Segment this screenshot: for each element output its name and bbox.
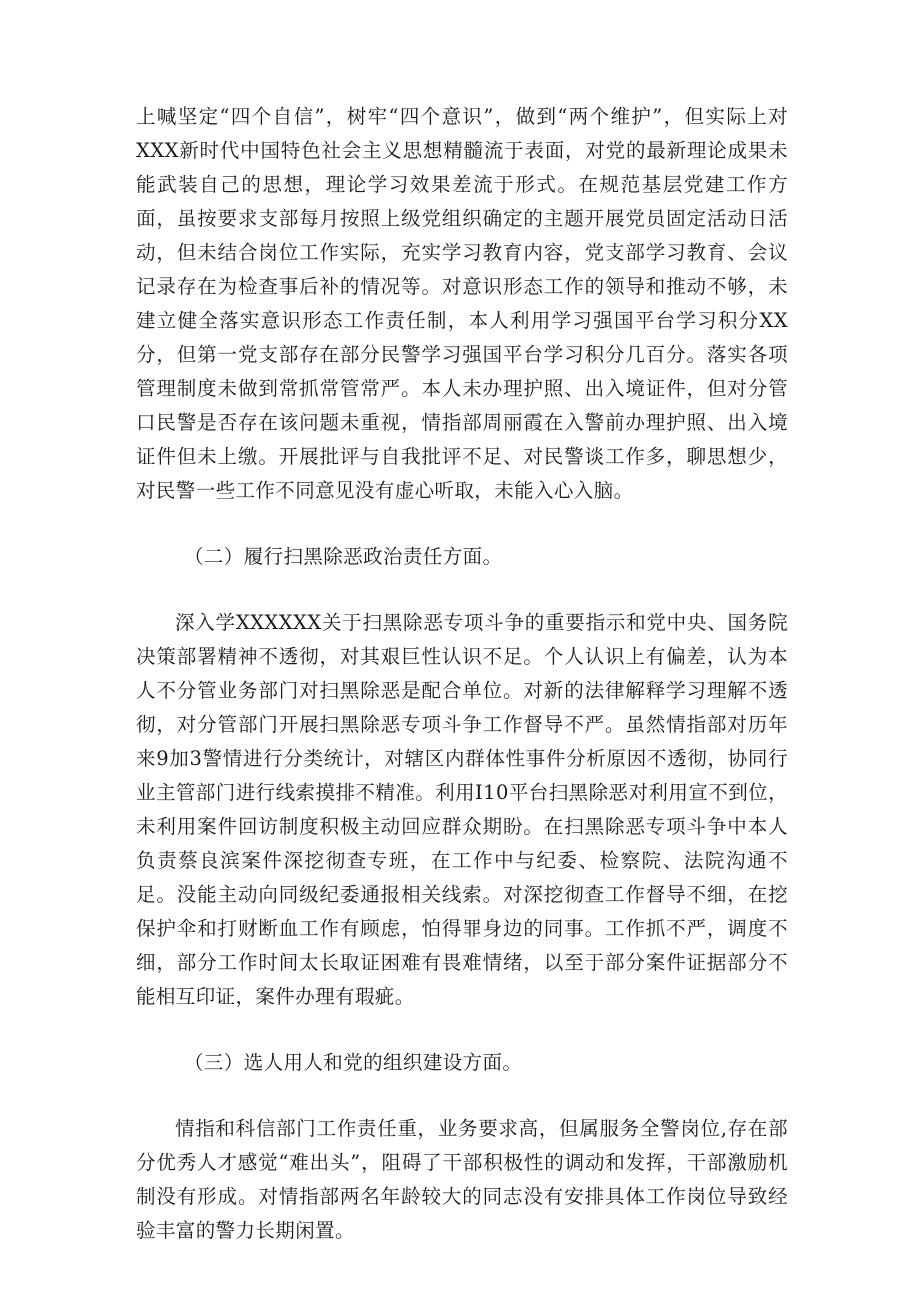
paragraph-spacer bbox=[136, 1014, 788, 1046]
body-paragraph: 上喊坚定“四个自信”，树牢“四个意识”，做到“两个维护”，但实际上对XXX新时代中国特色社会主义思想精髓流于表面，对党的最新理论成果未能武装自己的思想，理论学习效果差流于形式。在规范基层党建工作方面，虽按要求支部每月按照上级党组织确定的主题开展党员固定活动日活动，但未结合岗位工作实际，充实学习教育内容，党支部学习教育、会议记录存在为检查事后补的情况等。对意识形态工作的领导和推动不够，未建立健全落实意识形态工作责任制，本人利用学习强国平台学习积分XX分，但第一党支部存在部分民警学习强国平台学习积分几百分。落实各项管理制度未做到常抓常管常严。本人未办理护照、出入境证件，但对分管口民警是否存在该问题未重视，情指部周丽霞在入警前办理护照、出入境证件但未上缴。开展批评与自我批评不足、对民警谈工作多，聊思想少，对民警一些工作不同意见没有虚心听取，未能入心入脑。 bbox=[136, 105, 788, 502]
paragraph-spacer bbox=[136, 1080, 788, 1112]
body-paragraph: 深入学XXXXXX关于扫黑除恶专项斗争的重要指示和党中央、国务院决策部署精神不透彻，对其艰巨性认识不足。个人认识上有偏差，认为本人不分管业务部门对扫黑除恶是配合单位。对新的法律解释学习理解不透彻，对分管部门开展扫黑除恶专项斗争工作督导不严。虽然情指部对历年来9加3警情进行分类统计，对辖区内群体性事件分析原因不透彻，协同行业主管部门进行线索摸排不精准。利用I10平台扫黑除恶对利用宣不到位，未利用案件回访制度积极主动回应群众期盼。在扫黑除恶专项斗争中本人负责蔡良滨案件深挖彻查专班，在工作中与纪委、检察院、法院沟通不足。没能主动向同级纪委通报相关线索。对深挖彻查工作督导不细，在挖保护伞和打财断血工作有顾虑，怕得罪身边的同事。工作抓不严，调度不细，部分工作时间太长取证困难有畏难情绪，以至于部分案件证据部分不能相互印证，案件办理有瑕疵。 bbox=[136, 611, 788, 1008]
body-paragraph: 情指和科信部门工作责任重，业务要求高，但属服务全警岗位,存在部分优秀人才感觉“难出头”，阻碍了干部积极性的调动和发挥，干部激励机制没有形成。对情指部两名年龄较大的同志没有安排具体工作岗位导致经验丰富的警力长期闲置。 bbox=[136, 1117, 788, 1242]
section-heading: （三）选人用人和党的组织建设方面。 bbox=[184, 1051, 523, 1074]
paragraph-spacer bbox=[136, 574, 788, 606]
document-body bbox=[136, 100, 788, 1248]
section-heading: （二）履行扫黑除恶政治责任方面。 bbox=[184, 545, 503, 568]
paragraph-spacer bbox=[136, 508, 788, 540]
